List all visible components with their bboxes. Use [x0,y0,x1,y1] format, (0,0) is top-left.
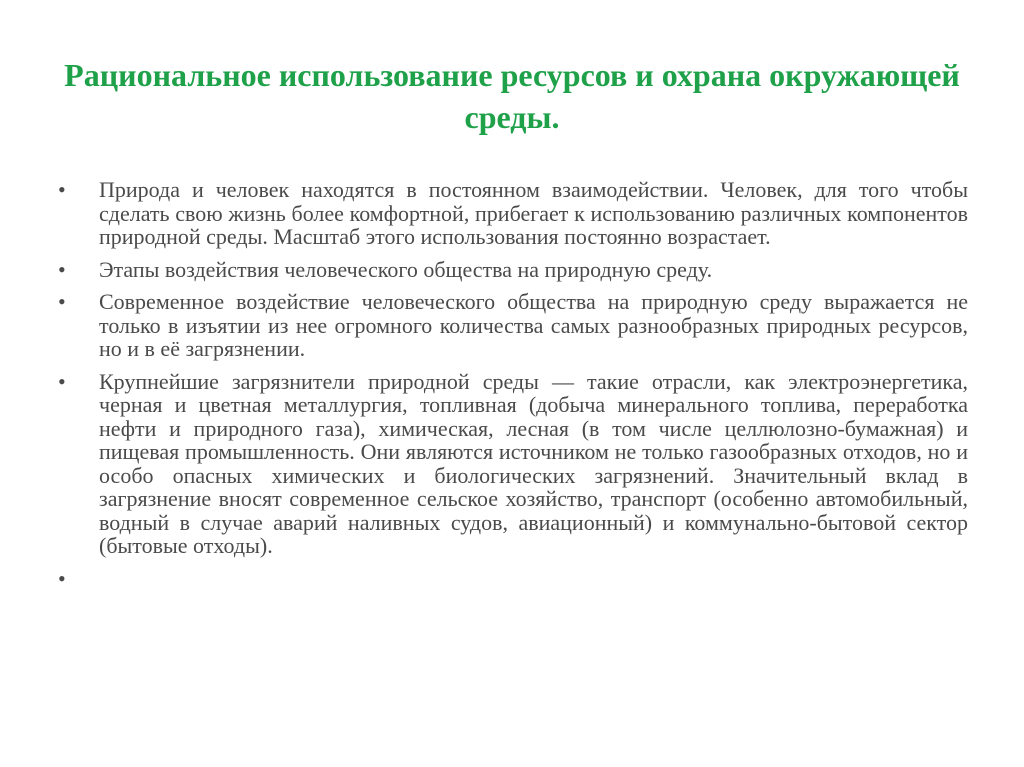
bullet-marker: • [58,289,66,314]
bullet-text: Крупнейшие загрязнители природной среды — такие отрасли, как электроэнергетика, черная и цветная металлургия, топливная (добыча минерального топлива, переработка нефти и природного газа), химическая, лесная (в том числе целлюлозно-бумажная) и пищевая промышленность. Они являются источником не только газообразных отходов, но и особо опасных химических и биологических загрязнений. Значительный вклад в загрязнение вносят современное сельское хозяйство, транспорт (особенно автомобильный, водный в случае аварий наливных судов, авиационный) и коммунально-бытовой сектор (бытовые отходы). [99,368,968,558]
bullet-text: Этапы воздействия человеческого общества на природную среду. [99,256,713,282]
bullet-item [58,370,968,558]
bullet-text: Природа и человек находятся в постоянном взаимодействии. Человек, для того чтобы сделать свою жизнь более комфортной, прибегает к использованию различных компонентов природной среды. Масштаб этого использования постоянно возрастает. [99,177,968,249]
bullet-marker: • [58,256,66,282]
bullet-text: Современное воздействие человеческого общества на природную среду выражается не только в изъятии из нее огромного количества самых разнообразных природных ресурсов, но и в её загрязнении. [99,289,968,361]
bullet-item [58,258,968,282]
bullet-item [58,178,968,249]
bullet-marker: • [58,368,66,394]
bullet-marker: • [58,177,66,202]
slide-title: Рациональное использование ресурсов и охрана окружающей среды. [64,57,960,135]
bullet-item [58,290,968,361]
bullet-marker: • [58,565,66,591]
bullet-item-empty [58,567,968,591]
bullet-list [58,178,968,599]
